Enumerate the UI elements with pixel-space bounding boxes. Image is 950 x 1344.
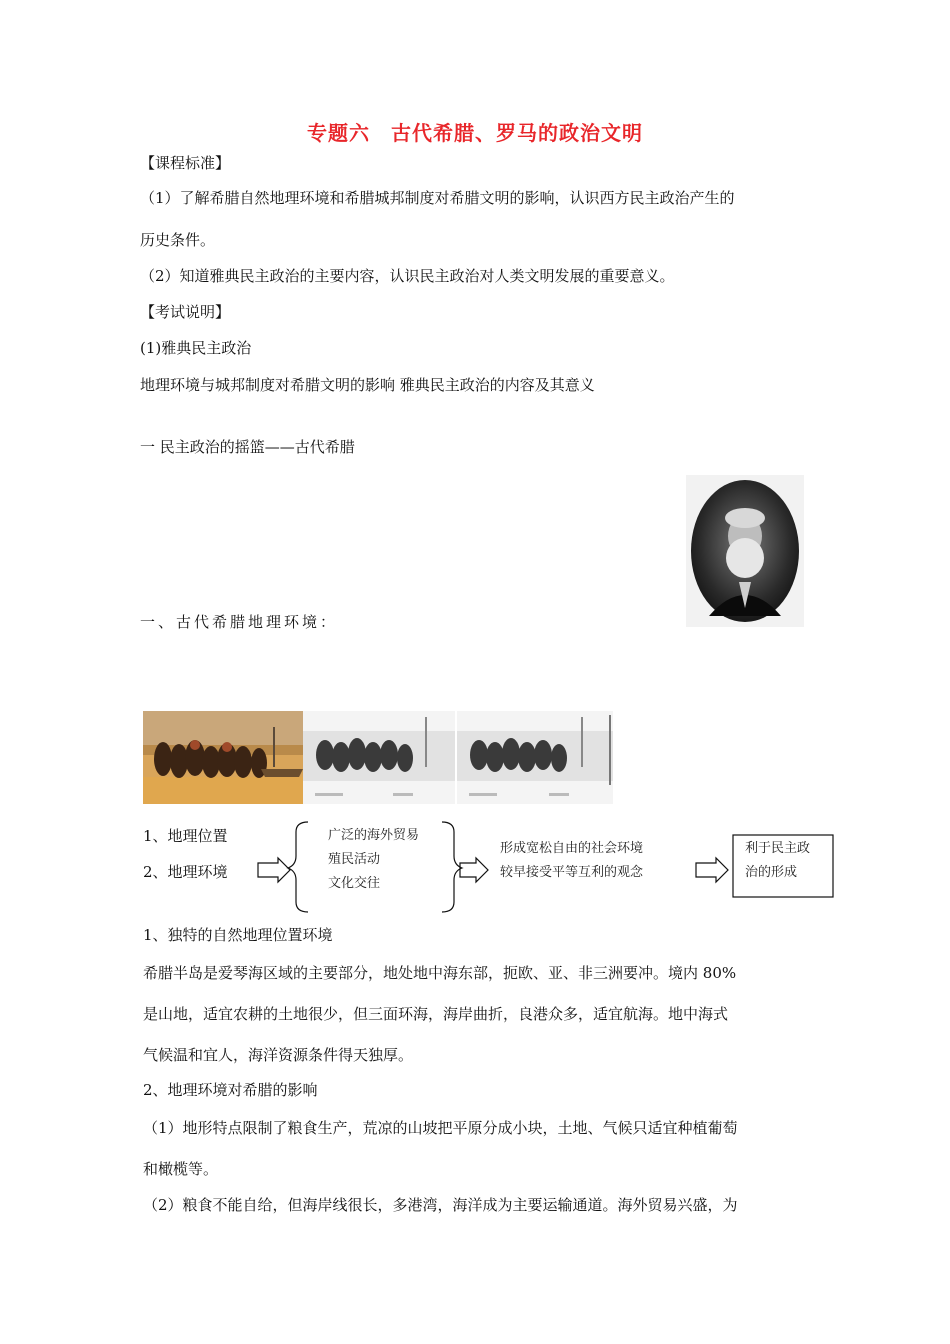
brace-right-icon <box>442 822 462 912</box>
painting-bw-image-1 <box>303 711 455 804</box>
diagram-right-item-1: 形成宽松自由的社会环境 <box>500 841 644 856</box>
body-paragraph-3-line-1: （2）粮食不能自给，但海岸线很长，多港湾，海洋成为主要运输通道。海外贸易兴盛，为 <box>143 1196 738 1214</box>
painting-bw-image-2 <box>457 711 613 804</box>
diagram-left-label-1: 1、地理位置 <box>143 827 228 845</box>
page-title: 专题六 古代希腊、罗马的政治文明 <box>307 121 643 145</box>
curriculum-item-1-cont: 历史条件。 <box>140 231 216 249</box>
body-paragraph-1-line-1: 希腊半岛是爱琴海区域的主要部分，地处地中海东部，扼欧、亚、非三洲要冲。境内 80% <box>143 964 737 982</box>
curriculum-item-1: （1）了解希腊自然地理环境和希腊城邦制度对希腊文明的影响，认识西方民主政治产生的 <box>140 189 735 207</box>
diagram-right-item-2: 较早接受平等互利的观念 <box>500 865 644 880</box>
body-paragraph-1-line-2: 是山地，适宜农耕的土地很少，但三面环海，海岸曲折，良港众多，适宜航海。地中海式 <box>143 1005 729 1023</box>
body-heading-1: 1、独特的自然地理位置环境 <box>143 926 333 944</box>
diagram-result-line-1: 利于民主政 <box>745 841 811 856</box>
body-heading-2: 2、地理环境对希腊的影响 <box>143 1081 318 1099</box>
exam-heading: 【考试说明】 <box>140 303 231 321</box>
portrait-image <box>686 475 804 627</box>
part-heading: 一 民主政治的摇篮——古代希腊 <box>140 438 355 456</box>
body-paragraph-2-line-2: 和橄榄等。 <box>143 1160 219 1178</box>
arrow-right-icon <box>696 858 728 882</box>
arrow-right-icon <box>460 858 488 882</box>
body-paragraph-2-line-1: （1）地形特点限制了粮食生产，荒凉的山坡把平原分成小块，土地、气候只适宜种植葡萄 <box>143 1119 738 1137</box>
exam-item-2: 地理环境与城邦制度对希腊文明的影响 雅典民主政治的内容及其意义 <box>140 376 595 394</box>
diagram-mid-item-3: 文化交往 <box>328 876 381 891</box>
sub-heading: 一、古代希腊地理环境： <box>140 613 339 631</box>
curriculum-item-2: （2）知道雅典民主政治的主要内容，认识民主政治对人类文明发展的重要意义。 <box>140 267 675 285</box>
brace-left-icon <box>288 822 308 912</box>
diagram-left-label-2: 2、地理环境 <box>143 863 228 881</box>
body-paragraph-1-line-3: 气候温和宜人，海洋资源条件得天独厚。 <box>143 1046 414 1064</box>
diagram-mid-item-2: 殖民活动 <box>328 852 381 867</box>
curriculum-heading: 【课程标准】 <box>140 154 231 172</box>
diagram-mid-item-1: 广泛的海外贸易 <box>328 828 420 843</box>
diagram-result-line-2: 治的形成 <box>745 865 798 880</box>
exam-item-1: (1)雅典民主政治 <box>140 339 252 357</box>
arrow-right-icon <box>258 858 290 882</box>
painting-color-image <box>143 711 303 804</box>
